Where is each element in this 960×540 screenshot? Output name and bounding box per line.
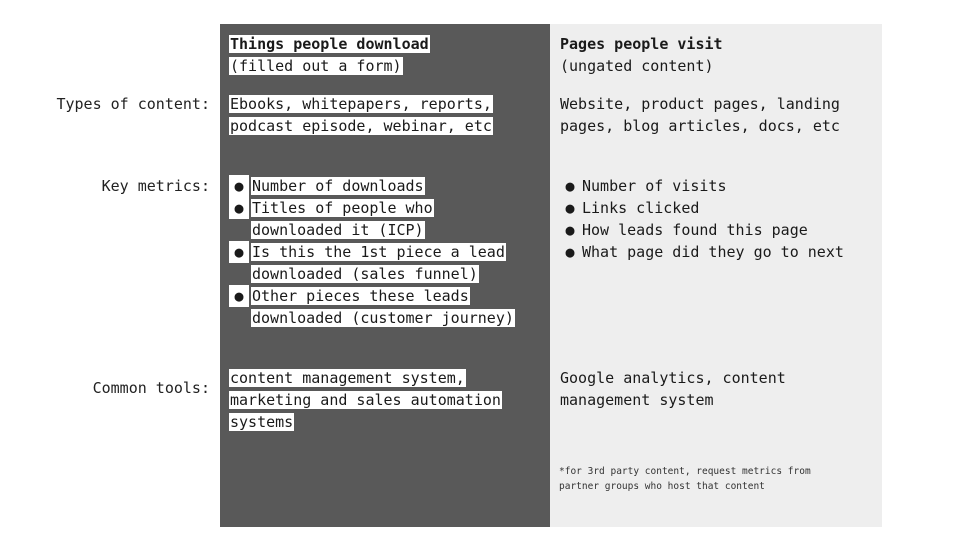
visit-column-header [560,33,723,77]
metric-line: Is this the 1st piece a lead [252,243,505,261]
metric-line: Number of downloads [252,177,424,195]
bullet-icon: ● [229,241,249,263]
list-item [560,175,844,197]
download-column-title: Things people download [230,35,429,53]
download-tools-text [229,367,502,433]
download-types-line: Ebooks, whitepapers, reports, [230,95,492,113]
download-metrics-list [229,175,515,329]
bullet-icon: ● [229,197,249,219]
download-types-line: podcast episode, webinar, etc [230,117,492,135]
download-types-text [229,93,493,137]
metric-line: Number of visits [582,177,727,195]
footnote-line: *for 3rd party content, request metrics from [559,466,811,477]
visit-column-subtitle: (ungated content) [560,57,714,75]
row-label-tools: Common tools: [92,379,210,397]
visit-metrics-list [560,175,844,263]
list-item [229,241,515,285]
metric-line: Links clicked [582,199,700,217]
list-item [560,219,844,241]
visit-column-title: Pages people visit [560,35,723,53]
bullet-icon: ● [565,243,575,261]
row-label-types: Types of content: [56,95,210,113]
visit-types-line: pages, blog articles, docs, etc [560,117,840,135]
bullet-icon: ● [229,175,249,197]
list-item [560,241,844,263]
download-column-header [229,33,430,77]
row-label-metrics: Key metrics: [101,177,210,195]
metric-line: How leads found this page [582,221,808,239]
bullet-icon: ● [565,199,575,217]
metric-line: downloaded (customer journey) [252,309,514,327]
download-tools-line: systems [230,413,294,431]
list-item [560,197,844,219]
list-item [229,175,515,197]
visit-tools-line: Google analytics, content [560,369,786,387]
download-column-subtitle: (filled out a form) [230,57,402,75]
download-tools-line: marketing and sales automation [230,391,501,409]
footnote [559,464,811,494]
metric-line: Other pieces these leads [252,287,469,305]
bullet-icon: ● [565,221,575,239]
visit-types-line: Website, product pages, landing [560,95,840,113]
list-item [229,197,515,241]
footnote-line: partner groups who host that content [559,481,765,492]
metric-line: What page did they go to next [582,243,844,261]
metric-line: Titles of people who [252,199,433,217]
bullet-icon: ● [229,285,249,307]
metric-line: downloaded (sales funnel) [252,265,478,283]
visit-tools-line: management system [560,391,714,409]
visit-tools-text [560,367,786,411]
download-tools-line: content management system, [230,369,465,387]
visit-types-text [560,93,840,137]
list-item [229,285,515,329]
bullet-icon: ● [565,177,575,195]
metric-line: downloaded it (ICP) [252,221,424,239]
